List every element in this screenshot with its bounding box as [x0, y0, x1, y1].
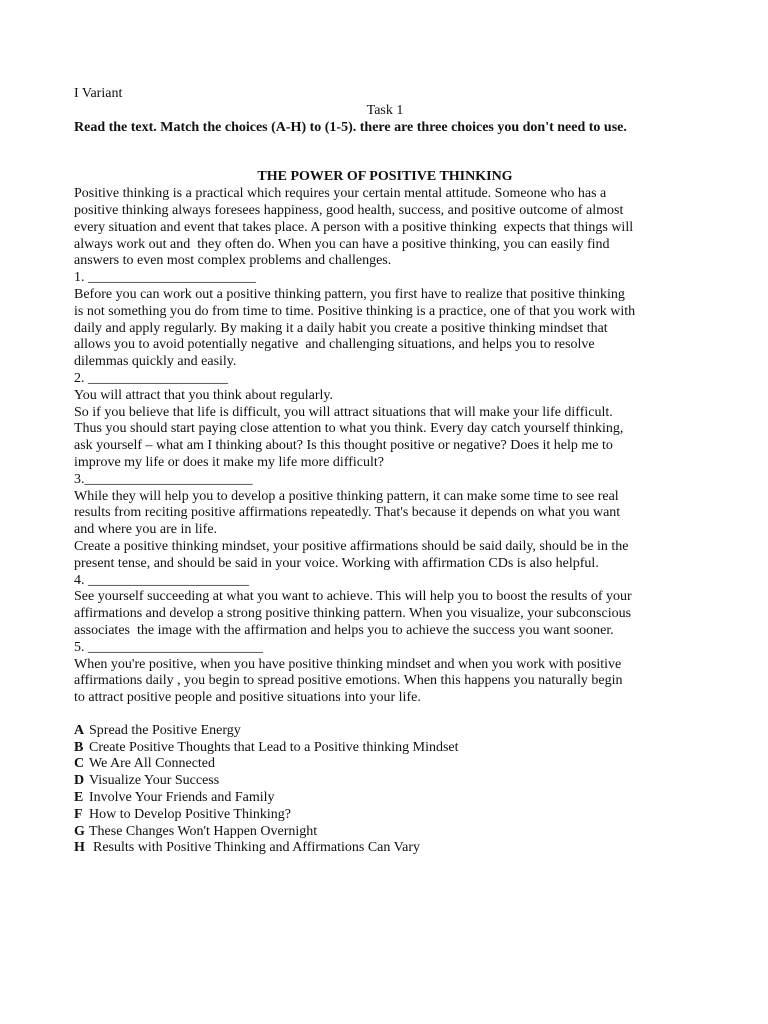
- text-line: every situation and event that takes place. A person with a positive thinking expects that things will: [74, 219, 634, 235]
- choice-letter: A: [74, 722, 85, 738]
- text-line: affirmations daily , you begin to spread positive emotions. When this happens you naturally begin: [74, 673, 623, 689]
- choice-item: [74, 740, 696, 757]
- text-line: positive thinking always foresees happiness, good health, success, and positive outcome of almost: [74, 202, 624, 218]
- text-line: daily and apply regularly. By making it a daily habit you create a positive thinking mindset that: [74, 320, 608, 336]
- choice-letter: F: [74, 806, 83, 822]
- choice-text: We Are All Connected: [89, 756, 216, 772]
- choice-item: [74, 773, 696, 790]
- answer-blank-3: 3.________________________: [74, 471, 253, 487]
- choice-item: [74, 824, 696, 841]
- choice-text: These Changes Won't Happen Overnight: [89, 823, 318, 839]
- section-1: [74, 270, 696, 371]
- variant-label: I Variant: [74, 86, 123, 101]
- text-line: Before you can work out a positive thinking pattern, you first have to realize that positive thinking: [74, 286, 625, 302]
- text-line: Create a positive thinking mindset, your positive affirmations should be said daily, should be in the: [74, 538, 629, 554]
- text-line: is not something you do from time to time. Positive thinking is a practice, one of that you work with: [74, 303, 636, 319]
- section-5: [74, 640, 696, 707]
- text-line: to attract positive people and positive situations into your life.: [74, 690, 421, 706]
- text-line: ask yourself – what am I thinking about? Is this thought positive or negative? Does it help me to: [74, 438, 613, 454]
- choice-item: [74, 756, 696, 773]
- text-line: results from reciting positive affirmations repeatedly. That's because it depends on what you want: [74, 505, 621, 521]
- task-label: Task 1: [366, 102, 404, 118]
- text-line: always work out and they often do. When you can have a positive thinking, you can easily find: [74, 236, 610, 252]
- text-line: See yourself succeeding at what you want to achieve. This will help you to boost the results of your: [74, 589, 632, 605]
- choice-text: Visualize Your Success: [89, 773, 220, 789]
- choice-letter: G: [74, 823, 85, 839]
- choice-text: Results with Positive Thinking and Affirmations Can Vary: [93, 840, 421, 856]
- task-instruction: Read the text. Match the choices (A-H) to (1-5). there are three choices you don't need to use.: [74, 119, 627, 135]
- choices-list: [74, 723, 696, 857]
- choice-item: [74, 790, 696, 807]
- document-page: [74, 86, 696, 857]
- text-line: improve my life or does it make my life more difficult?: [74, 454, 384, 470]
- text-line: answers to even most complex problems and challenges.: [74, 253, 392, 269]
- choice-letter: H: [74, 840, 85, 856]
- choice-letter: C: [74, 756, 85, 772]
- choice-letter: B: [74, 739, 84, 755]
- document-title: THE POWER OF POSITIVE THINKING: [257, 169, 513, 185]
- intro-paragraph: [74, 186, 696, 270]
- text-line: allows you to avoid potentially negative and challenging situations, and helps you to resolve: [74, 337, 595, 353]
- text-line: affirmations and develop a strong positive thinking pattern. When you visualize, your subconscious: [74, 606, 632, 622]
- text-line: While they will help you to develop a positive thinking pattern, it can make some time to see real: [74, 488, 619, 504]
- text-line: dilemmas quickly and easily.: [74, 354, 237, 370]
- choice-letter: D: [74, 773, 85, 789]
- choice-text: Involve Your Friends and Family: [89, 790, 275, 806]
- section-4: [74, 573, 696, 640]
- text-line: So if you believe that life is difficult, you will attract situations that will make your life difficult.: [74, 404, 613, 420]
- spacer: [74, 707, 696, 723]
- choice-item: [74, 807, 696, 824]
- section-2: [74, 371, 696, 472]
- text-line: Thus you should start paying close attention to what you think. Every day catch yourself thinking,: [74, 421, 624, 437]
- text-line: associates the image with the affirmation and helps you to achieve the success you want sooner.: [74, 622, 614, 638]
- choice-letter: E: [74, 790, 84, 806]
- answer-blank-4: 4. _______________________: [74, 572, 249, 588]
- choice-text: How to Develop Positive Thinking?: [89, 806, 291, 822]
- answer-blank-5: 5. _________________________: [74, 639, 263, 655]
- answer-blank-1: 1. ________________________: [74, 270, 256, 286]
- text-line: You will attract that you think about regularly.: [74, 387, 333, 403]
- choice-item: [74, 840, 696, 857]
- text-line: present tense, and should be said in your voice. Working with affirmation CDs is also helpful.: [74, 555, 599, 571]
- choice-item: [74, 723, 696, 740]
- text-line: When you're positive, when you have positive thinking mindset and when you work with positive: [74, 656, 622, 672]
- text-line: and where you are in life.: [74, 522, 218, 538]
- answer-blank-2: 2. ____________________: [74, 370, 228, 386]
- section-3: [74, 472, 696, 573]
- text-line: Positive thinking is a practical which requires your certain mental attitude. Someone who has a: [74, 186, 607, 202]
- choice-text: Create Positive Thoughts that Lead to a Positive thinking Mindset: [89, 739, 459, 755]
- choice-text: Spread the Positive Energy: [89, 722, 241, 738]
